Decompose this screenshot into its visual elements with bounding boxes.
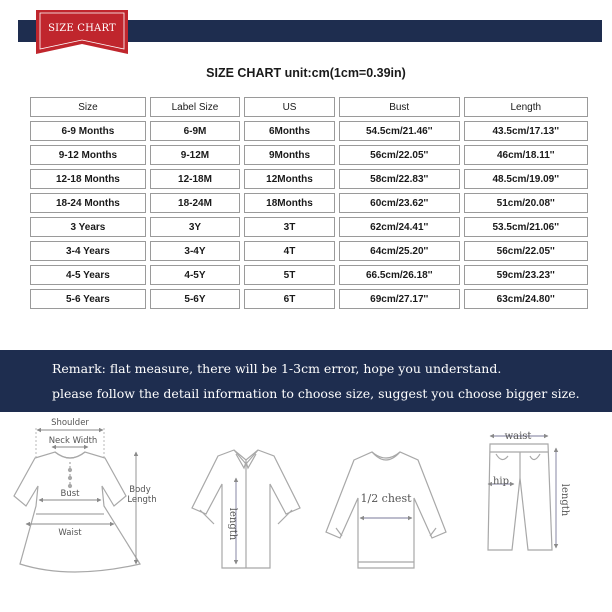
cell-bust: 64cm/25.20'' bbox=[339, 241, 460, 261]
cell-us: 4T bbox=[244, 241, 335, 261]
remark-line-2: please follow the detail information to choose size, suggest you choose bigger size. bbox=[52, 386, 580, 401]
table-row bbox=[30, 169, 588, 189]
cell-size: 5-6 Years bbox=[30, 289, 146, 309]
cell-bust: 56cm/22.05'' bbox=[339, 145, 460, 165]
cell-label-size: 3Y bbox=[150, 217, 240, 237]
cell-size: 6-9 Months bbox=[30, 121, 146, 141]
cell-label-size: 12-18M bbox=[150, 169, 240, 189]
cell-size: 12-18 Months bbox=[30, 169, 146, 189]
header-us: US bbox=[244, 97, 335, 117]
cell-length: 63cm/24.80'' bbox=[464, 289, 589, 309]
cell-us: 5T bbox=[244, 265, 335, 285]
dress-body-label: Body bbox=[129, 485, 151, 495]
table-row bbox=[30, 265, 588, 285]
dress-waist-label: Waist bbox=[58, 528, 82, 538]
cell-us: 12Months bbox=[244, 169, 335, 189]
cell-size: 4-5 Years bbox=[30, 265, 146, 285]
cell-length: 51cm/20.08'' bbox=[464, 193, 589, 213]
cell-bust: 58cm/22.83'' bbox=[339, 169, 460, 189]
cell-label-size: 4-5Y bbox=[150, 265, 240, 285]
pants-hip-label: hip bbox=[492, 476, 510, 487]
dress-diagram bbox=[14, 428, 140, 572]
remark-banner bbox=[0, 350, 612, 412]
badge-label: SIZE CHART bbox=[48, 23, 116, 34]
sweater-outline-icon bbox=[326, 452, 446, 568]
table-header-row bbox=[30, 97, 588, 117]
cell-us: 18Months bbox=[244, 193, 335, 213]
cell-size: 9-12 Months bbox=[30, 145, 146, 165]
cell-bust: 69cm/27.17'' bbox=[339, 289, 460, 309]
pants-diagram bbox=[488, 436, 556, 550]
sweater-chest-label: 1/2 chest bbox=[360, 492, 412, 505]
dress-outline-icon bbox=[14, 452, 140, 572]
pants-length-label: length bbox=[559, 483, 570, 517]
cell-size: 3-4 Years bbox=[30, 241, 146, 261]
table-row bbox=[30, 145, 588, 165]
sweater-diagram bbox=[326, 452, 446, 568]
shirt-length-label: length bbox=[227, 507, 238, 541]
table-row bbox=[30, 121, 588, 141]
cell-length: 46cm/18.11'' bbox=[464, 145, 589, 165]
size-chart-badge bbox=[36, 10, 128, 54]
table-row bbox=[30, 193, 588, 213]
cell-us: 3T bbox=[244, 217, 335, 237]
cell-label-size: 9-12M bbox=[150, 145, 240, 165]
measurement-diagrams-svg bbox=[0, 414, 612, 612]
header-length: Length bbox=[464, 97, 589, 117]
chart-title: SIZE CHART unit:cm(1cm=0.39in) bbox=[206, 66, 406, 80]
cell-label-size: 18-24M bbox=[150, 193, 240, 213]
cell-us: 6Months bbox=[244, 121, 335, 141]
size-table bbox=[26, 93, 592, 313]
cell-bust: 54.5cm/21.46'' bbox=[339, 121, 460, 141]
table-row bbox=[30, 217, 588, 237]
header-label-size: Label Size bbox=[150, 97, 240, 117]
table-row bbox=[30, 289, 588, 309]
cell-label-size: 3-4Y bbox=[150, 241, 240, 261]
cell-length: 56cm/22.05'' bbox=[464, 241, 589, 261]
cell-size: 3 Years bbox=[30, 217, 146, 237]
cell-bust: 66.5cm/26.18'' bbox=[339, 265, 460, 285]
shirt-diagram bbox=[192, 450, 300, 568]
table-row bbox=[30, 241, 588, 261]
measurement-diagrams bbox=[0, 414, 612, 612]
cell-bust: 60cm/23.62'' bbox=[339, 193, 460, 213]
cell-length: 43.5cm/17.13'' bbox=[464, 121, 589, 141]
header-size: Size bbox=[30, 97, 146, 117]
cell-length: 53.5cm/21.06'' bbox=[464, 217, 589, 237]
cell-bust: 62cm/24.41'' bbox=[339, 217, 460, 237]
dress-shoulder-label: Shoulder bbox=[51, 418, 89, 428]
remark-line-1: Remark: flat measure, there will be 1-3cm error, hope you understand. bbox=[52, 361, 502, 376]
pants-waist-label: waist bbox=[504, 431, 532, 442]
dress-neck-label: Neck Width bbox=[48, 436, 98, 446]
dress-length-label: Length bbox=[127, 495, 157, 505]
cell-label-size: 6-9M bbox=[150, 121, 240, 141]
cell-length: 48.5cm/19.09'' bbox=[464, 169, 589, 189]
cell-size: 18-24 Months bbox=[30, 193, 146, 213]
cell-length: 59cm/23.23'' bbox=[464, 265, 589, 285]
dress-bust-label: Bust bbox=[60, 489, 80, 499]
cell-us: 9Months bbox=[244, 145, 335, 165]
cell-us: 6T bbox=[244, 289, 335, 309]
cell-label-size: 5-6Y bbox=[150, 289, 240, 309]
header-bust: Bust bbox=[339, 97, 460, 117]
